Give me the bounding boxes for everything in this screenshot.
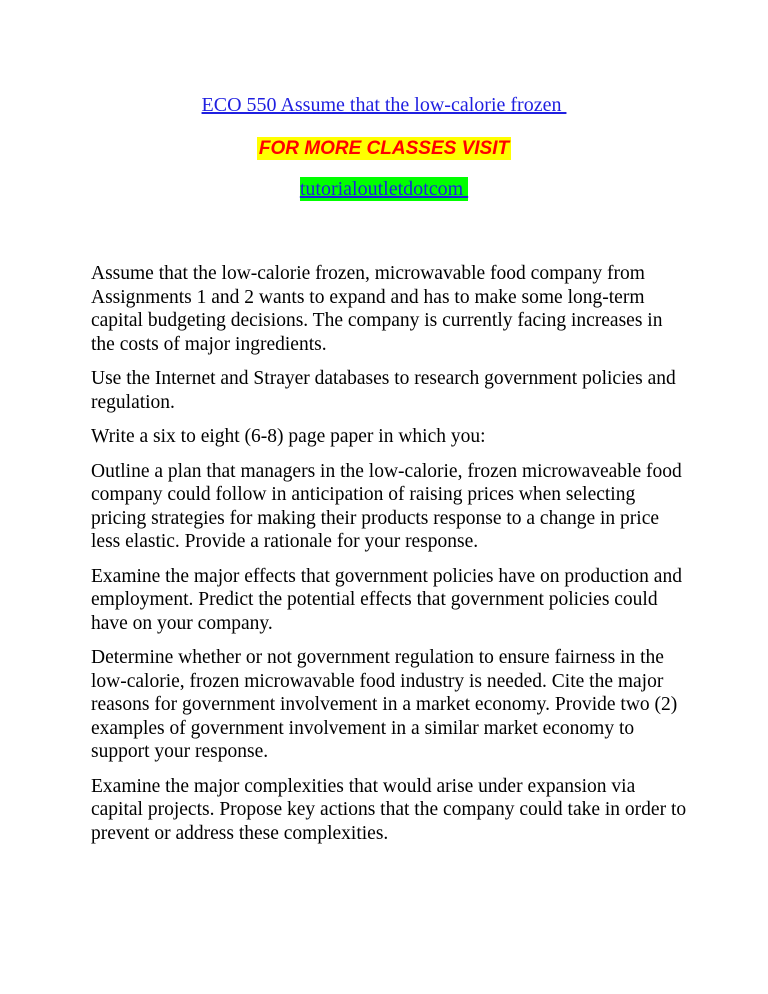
title-link[interactable]: ECO 550 Assume that the low-calorie frozen <box>201 94 567 116</box>
paragraph-regulation: Determine whether or not government regulation to ensure fairness in the low-calorie, frozen microwavable food industry is needed. Cite the major reasons for government involvement in a market economy. Provide two (2) examples of government involvement in a similar market economy to support your response. <box>91 647 678 762</box>
paragraph-research: Use the Internet and Strayer databases to research government policies and regulation. <box>91 368 676 413</box>
site-link[interactable] <box>0 176 768 202</box>
document-body <box>91 262 691 856</box>
paragraph-intro: Assume that the low-calorie frozen, microwavable food company from Assignments 1 and 2 wants to expand and has to make some long-term capital budgeting decisions. The company is currently facing increases in the costs of major ingredients. <box>91 263 663 355</box>
paragraph-instructions: Write a six to eight (6-8) page paper in which you: <box>91 426 486 447</box>
paragraph-pricing-plan: Outline a plan that managers in the low-calorie, frozen microwaveable food company could follow in anticipation of raising prices when selecting pricing strategies for making their products response to a change in price less elastic. Provide a rationale for your response. <box>91 460 682 552</box>
paragraph-government-effects: Examine the major effects that government policies have on production and employment. Predict the potential effects that government policies could have on your company. <box>91 565 682 634</box>
visit-banner-text: FOR MORE CLASSES VISIT <box>258 138 510 159</box>
visit-banner <box>0 136 768 162</box>
site-link-text[interactable]: tutorialoutletdotcom <box>299 178 469 200</box>
paragraph-complexities: Examine the major complexities that would arise under expansion via capital projects. Propose key actions that the company could take in order to prevent or address these complexities. <box>91 775 687 844</box>
